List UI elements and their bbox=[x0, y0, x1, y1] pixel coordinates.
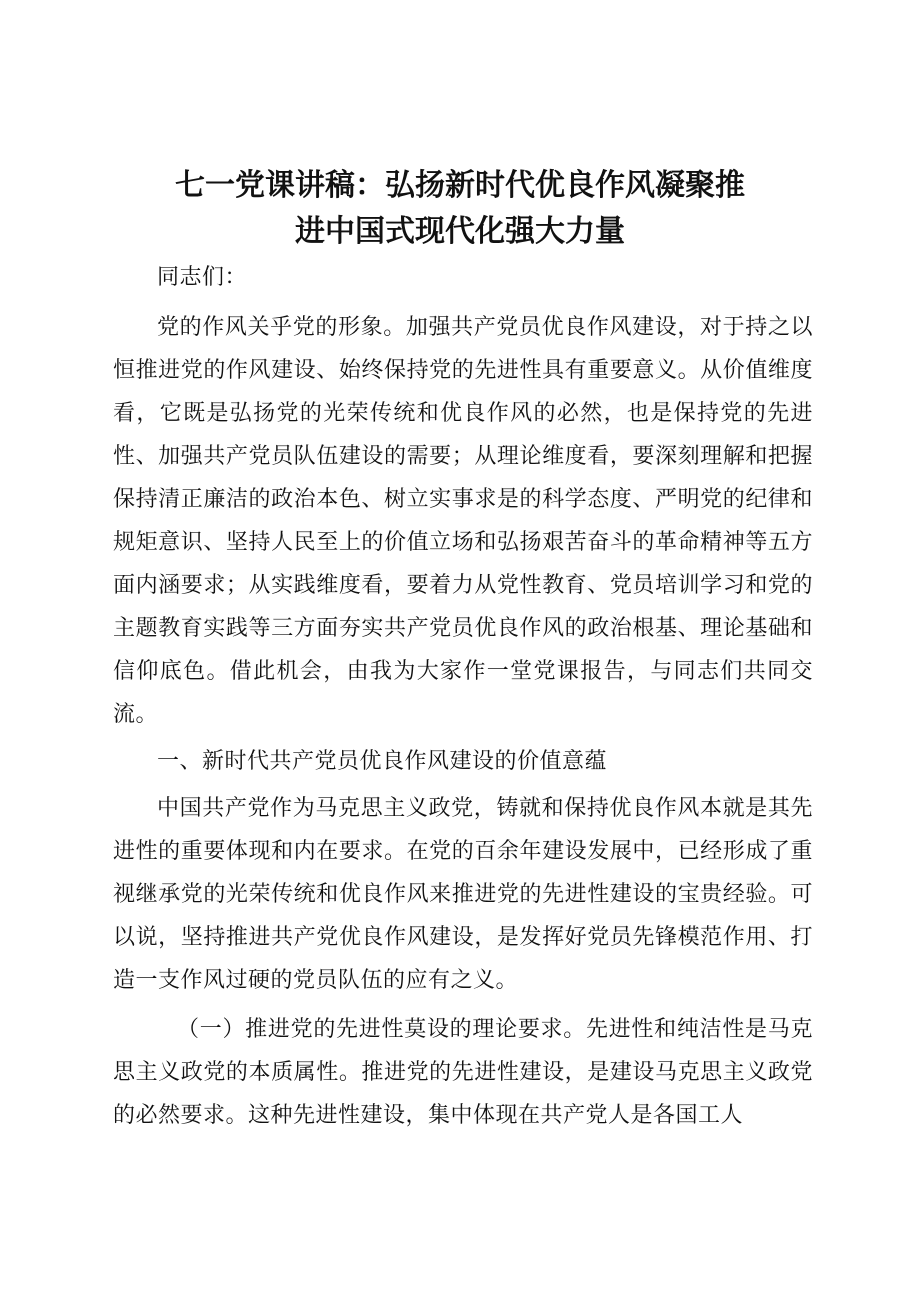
document-body bbox=[113, 256, 813, 1137]
section-heading: 一、新时代共产党员优良作风建设的价值意蕴 bbox=[157, 749, 608, 774]
title-line-1: 七一党课讲稿：弘扬新时代优良作风凝聚推 bbox=[175, 168, 745, 203]
section-paragraph: 中国共产党作为马克思主义政党，铸就和保持优良作风本就是其先进性的重要体现和内在要求。在党的百余年建设发展中，已经形成了重视继承党的光荣传统和优良作风来推进党的先进性建设的宝贵经验。可以说，坚持推进共产党优良作风建设，是发挥好党员先锋模范作用、打造一支作风过硬的党员队伍的应有之义。 bbox=[113, 796, 813, 993]
salutation: 同志们： bbox=[157, 265, 248, 290]
document-title bbox=[100, 163, 820, 255]
intro-paragraph: 党的作风关乎党的形象。加强共产党员优良作风建设，对于持之以恒推进党的作风建设、始终保持党的先进性具有重要意义。从价值维度看，它既是弘扬党的光荣传统和优良作风的必然，也是保持党的先进性、加强共产党员队伍建设的需要；从理论维度看，要深刻理解和把握保持清正廉洁的政治本色、树立实事求是的科学态度、严明党的纪律和规矩意识、坚持人民至上的价值立场和弘扬艰苦奋斗的革命精神等五方面内涵要求；从实践维度看，要着力从党性教育、党员培训学习和党的主题教育实践等三方面夯实共产党员优良作风的政治根基、理论基础和信仰底色。借此机会，由我为大家作一堂党课报告，与同志们共同交流。 bbox=[113, 315, 813, 727]
subsection-paragraph: （一）推进党的先进性莫设的理论要求。先进性和纯洁性是马克思主义政党的本质属性。推进党的先进性建设，是建设马克思主义政党的必然要求。这种先进性建设，集中体现在共产党人是各国工人 bbox=[113, 1017, 813, 1128]
title-line-2: 进中国式现代化强大力量 bbox=[295, 214, 625, 249]
